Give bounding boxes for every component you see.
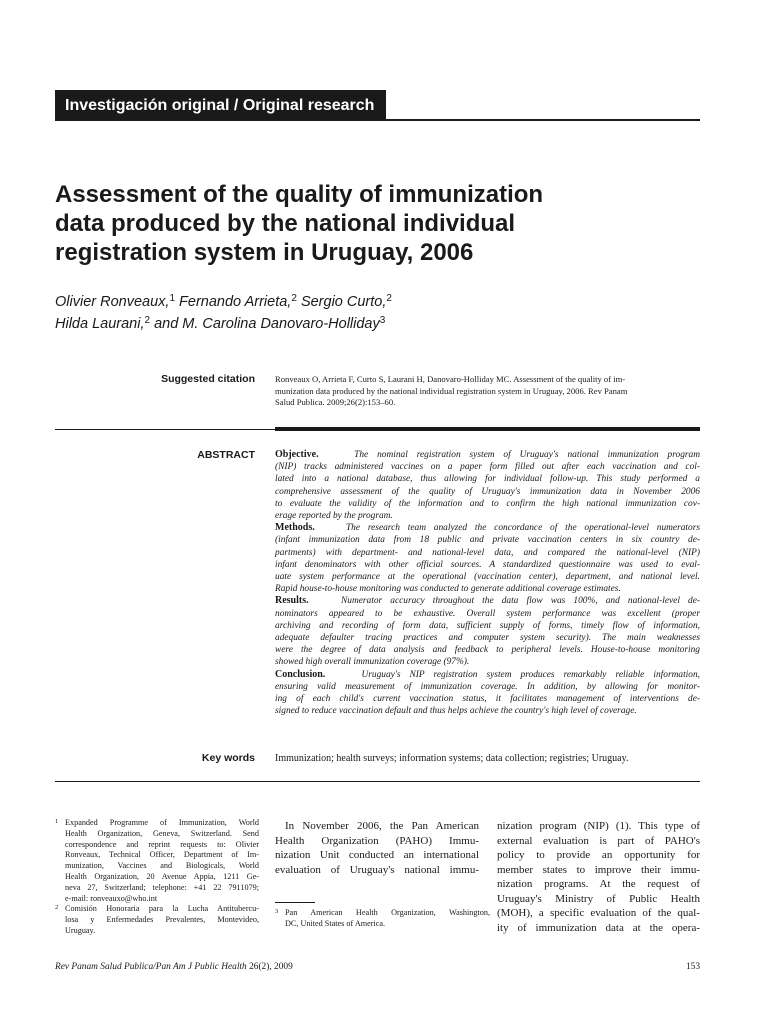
- abstract-line: adequate defaulter tracing practices and computer system security). The main weaknesses: [275, 633, 700, 644]
- footnotes-left: [55, 818, 259, 937]
- footnote-number: 2: [55, 904, 59, 912]
- author-name: Sergio Curto,: [300, 294, 387, 310]
- footnote-line: Pan American Health Organization, Washington,: [285, 908, 490, 917]
- divider-bottom: [55, 781, 700, 782]
- body-line: external evaluation is part of PAHO's: [497, 834, 700, 847]
- abstract-line: [275, 595, 700, 607]
- body-line: nization Unit conducted an international: [275, 849, 479, 861]
- footnote-line: neva 27, Switzerland; telephone: +41 22 7911079;: [65, 882, 259, 892]
- author-list: [55, 291, 675, 335]
- abstract-line: [275, 449, 700, 461]
- abstract-line: archiving and recording of form data, sufficient supply of forms, timely flow of information,: [275, 620, 700, 631]
- author-name: Olivier Ronveaux,: [55, 294, 170, 310]
- keywords-label: Key words: [201, 752, 255, 764]
- footnote: [55, 904, 259, 936]
- footnote-line: losa y Enfermedades Prevalentes, Montevideo,: [65, 915, 259, 925]
- keywords-text: Immunization; health surveys; information systems; data collection; registries; Uruguay.: [275, 753, 629, 764]
- body-line: member states to improve their immu-: [497, 863, 700, 876]
- abstract-line: (infant immunization data from 18 public and private vaccination centers in six country de-: [275, 535, 700, 546]
- abstract-line: uate system performance at the operational (vaccination center), department, and national level.: [275, 572, 700, 583]
- footnote-line: Health Organization, Geneva, Switzerland. Send: [65, 828, 259, 838]
- abstract-line: comprehensive assessment of the quality of Uruguay's immunization data in November 2006: [275, 486, 700, 497]
- author-name: and M. Carolina Danovaro-Holliday: [154, 316, 380, 332]
- author-line: [55, 313, 675, 335]
- abstract-line: Rapid house-to-house monitoring was conducted to generate additional coverage estimates.: [275, 584, 621, 595]
- body-line: Uruguay's Ministry of Public Health: [497, 892, 700, 905]
- body-column-1: [275, 819, 479, 877]
- author-affiliation: 2: [144, 315, 151, 326]
- top-rule: [55, 119, 700, 121]
- author-affiliation: 3: [379, 315, 386, 326]
- body-line: policy to provide an opportunity for: [497, 849, 700, 861]
- abstract-line: to evaluate the validity of the information and to confirm the high national immunization cov-: [275, 498, 700, 509]
- abstract-label: ABSTRACT: [197, 449, 255, 461]
- abstract-text: The research team analyzed the concordance of the operational-level numerators: [345, 523, 701, 534]
- author-name: Hilda Laurani,: [55, 316, 145, 332]
- body-line: (MOH), a specific evaluation of the qual-: [497, 907, 700, 919]
- abstract-line: infant denominators with other official sources. A standardized questionnaire was used to eval-: [275, 559, 700, 570]
- author-line: [55, 291, 675, 313]
- journal-footer: [55, 962, 293, 972]
- citation-label: Suggested citation: [161, 373, 255, 385]
- footnote-line: e-mail: ronveauxo@who.int: [65, 893, 158, 903]
- divider-thick: [275, 427, 700, 431]
- abstract-text: The nominal registration system of Uruguay's national immunization program: [354, 450, 700, 460]
- body-line: Health Organization (PAHO) Immu-: [275, 834, 479, 847]
- body-line: evaluation of Uruguay's national immu-: [275, 863, 479, 876]
- abstract-line: showed high overall immunization coverage (97%).: [275, 657, 470, 668]
- abstract-line: partments) with department- and national-level data, and compared the national-level (NIP): [275, 547, 700, 558]
- footnote-line: Expanded Programme of Immunization, World: [65, 818, 259, 827]
- body-line: ity of immunization data at the opera-: [497, 921, 700, 934]
- conclusion-heading: Conclusion.: [275, 668, 326, 680]
- body-column-2: [497, 819, 700, 935]
- section-label: Investigación original / Original research: [55, 90, 386, 121]
- author-affiliation: 2: [291, 293, 297, 304]
- footnote-rule: [275, 902, 315, 903]
- footnote-line: Uruguay.: [65, 925, 96, 935]
- abstract-line: [275, 522, 700, 534]
- abstract-text: Uruguay's NIP registration system produces remarkably reliable information,: [361, 669, 701, 680]
- results-heading: Results.: [275, 595, 309, 607]
- abstract-line: (NIP) tracks administered vaccines on a paper form filled out after each vaccination and col-: [275, 462, 700, 473]
- page-number: 153: [685, 962, 700, 972]
- title-line: registration system in Uruguay, 2006: [55, 239, 474, 266]
- title-line: Assessment of the quality of immunization: [55, 181, 544, 208]
- body-line: nization program (NIP) (1). This type of: [497, 820, 700, 832]
- title-line: data produced by the national individual: [55, 210, 516, 237]
- citation-line: Ronveaux O, Arrieta F, Curto S, Laurani H, Danovaro-Holliday MC. Assessment of the quality of im-: [275, 374, 626, 384]
- article-title: [55, 180, 655, 267]
- abstract-text: Numerator accuracy throughout the data flow was 100%, and national-level de-: [341, 596, 701, 607]
- author-name: Fernando Arrieta,: [179, 294, 292, 310]
- footnote-line: Comisión Honoraria para la Lucha Antitubercu-: [65, 904, 259, 914]
- body-line: In November 2006, the Pan American: [285, 820, 479, 832]
- abstract-line: lated into a national database, thus allowing for individual follow-up. This study performed a: [275, 474, 700, 485]
- citation-line: munization data produced by the national individual registration system in Uruguay, 2006. Rev Panam: [275, 385, 628, 396]
- objective-heading: Objective.: [275, 449, 319, 460]
- footnote-line: correspondence and reprint requests to: Olivier: [65, 839, 259, 849]
- footnote: [55, 818, 259, 904]
- footnote-line: munization, Vaccines and Biologicals, World: [65, 861, 259, 871]
- journal-issue: 26(2), 2009: [249, 962, 293, 972]
- abstract-line: signed to reduce vaccination default and thus helps achieve the country's high level of coverage.: [275, 706, 637, 717]
- abstract-line: nominators appeared to be exhaustive. Overall system performance was excellent (proper: [275, 608, 700, 619]
- methods-heading: Methods.: [275, 522, 315, 534]
- abstract-line: [275, 669, 700, 681]
- citation-text: [275, 374, 700, 409]
- footnote-line: DC, United States of America.: [285, 918, 386, 928]
- abstract-body: [275, 449, 700, 717]
- footnote-number: 3: [275, 908, 279, 915]
- footnote-line: Ronveaux, Technical Officer, Department of Im-: [65, 850, 259, 860]
- abstract-line: were the degree of data analysis and feedback to peripheral levels. House-to-house monitoring: [275, 645, 700, 656]
- abstract-line: ing of each child's current vaccination status, it facilitates management of interventions de-: [275, 694, 700, 705]
- footnote: [275, 908, 490, 930]
- journal-name: Rev Panam Salud Publica/Pan Am J Public Health: [55, 962, 247, 972]
- abstract-line: erage reported by the program.: [275, 511, 393, 522]
- footnote-line: Health Organization, 20 Avenue Appia, 1211 Ge-: [65, 871, 259, 881]
- author-affiliation: 2: [386, 293, 392, 304]
- author-affiliation: 1: [169, 293, 175, 304]
- citation-line: Salud Publica. 2009;26(2):153–60.: [275, 397, 396, 407]
- body-line: nization programs. At the request of: [497, 878, 700, 890]
- footnote-number: 1: [55, 818, 59, 825]
- divider-thin: [55, 429, 275, 430]
- abstract-line: ensuring valid measurement of immunization coverage. In addition, by allowing for monitor-: [275, 681, 700, 692]
